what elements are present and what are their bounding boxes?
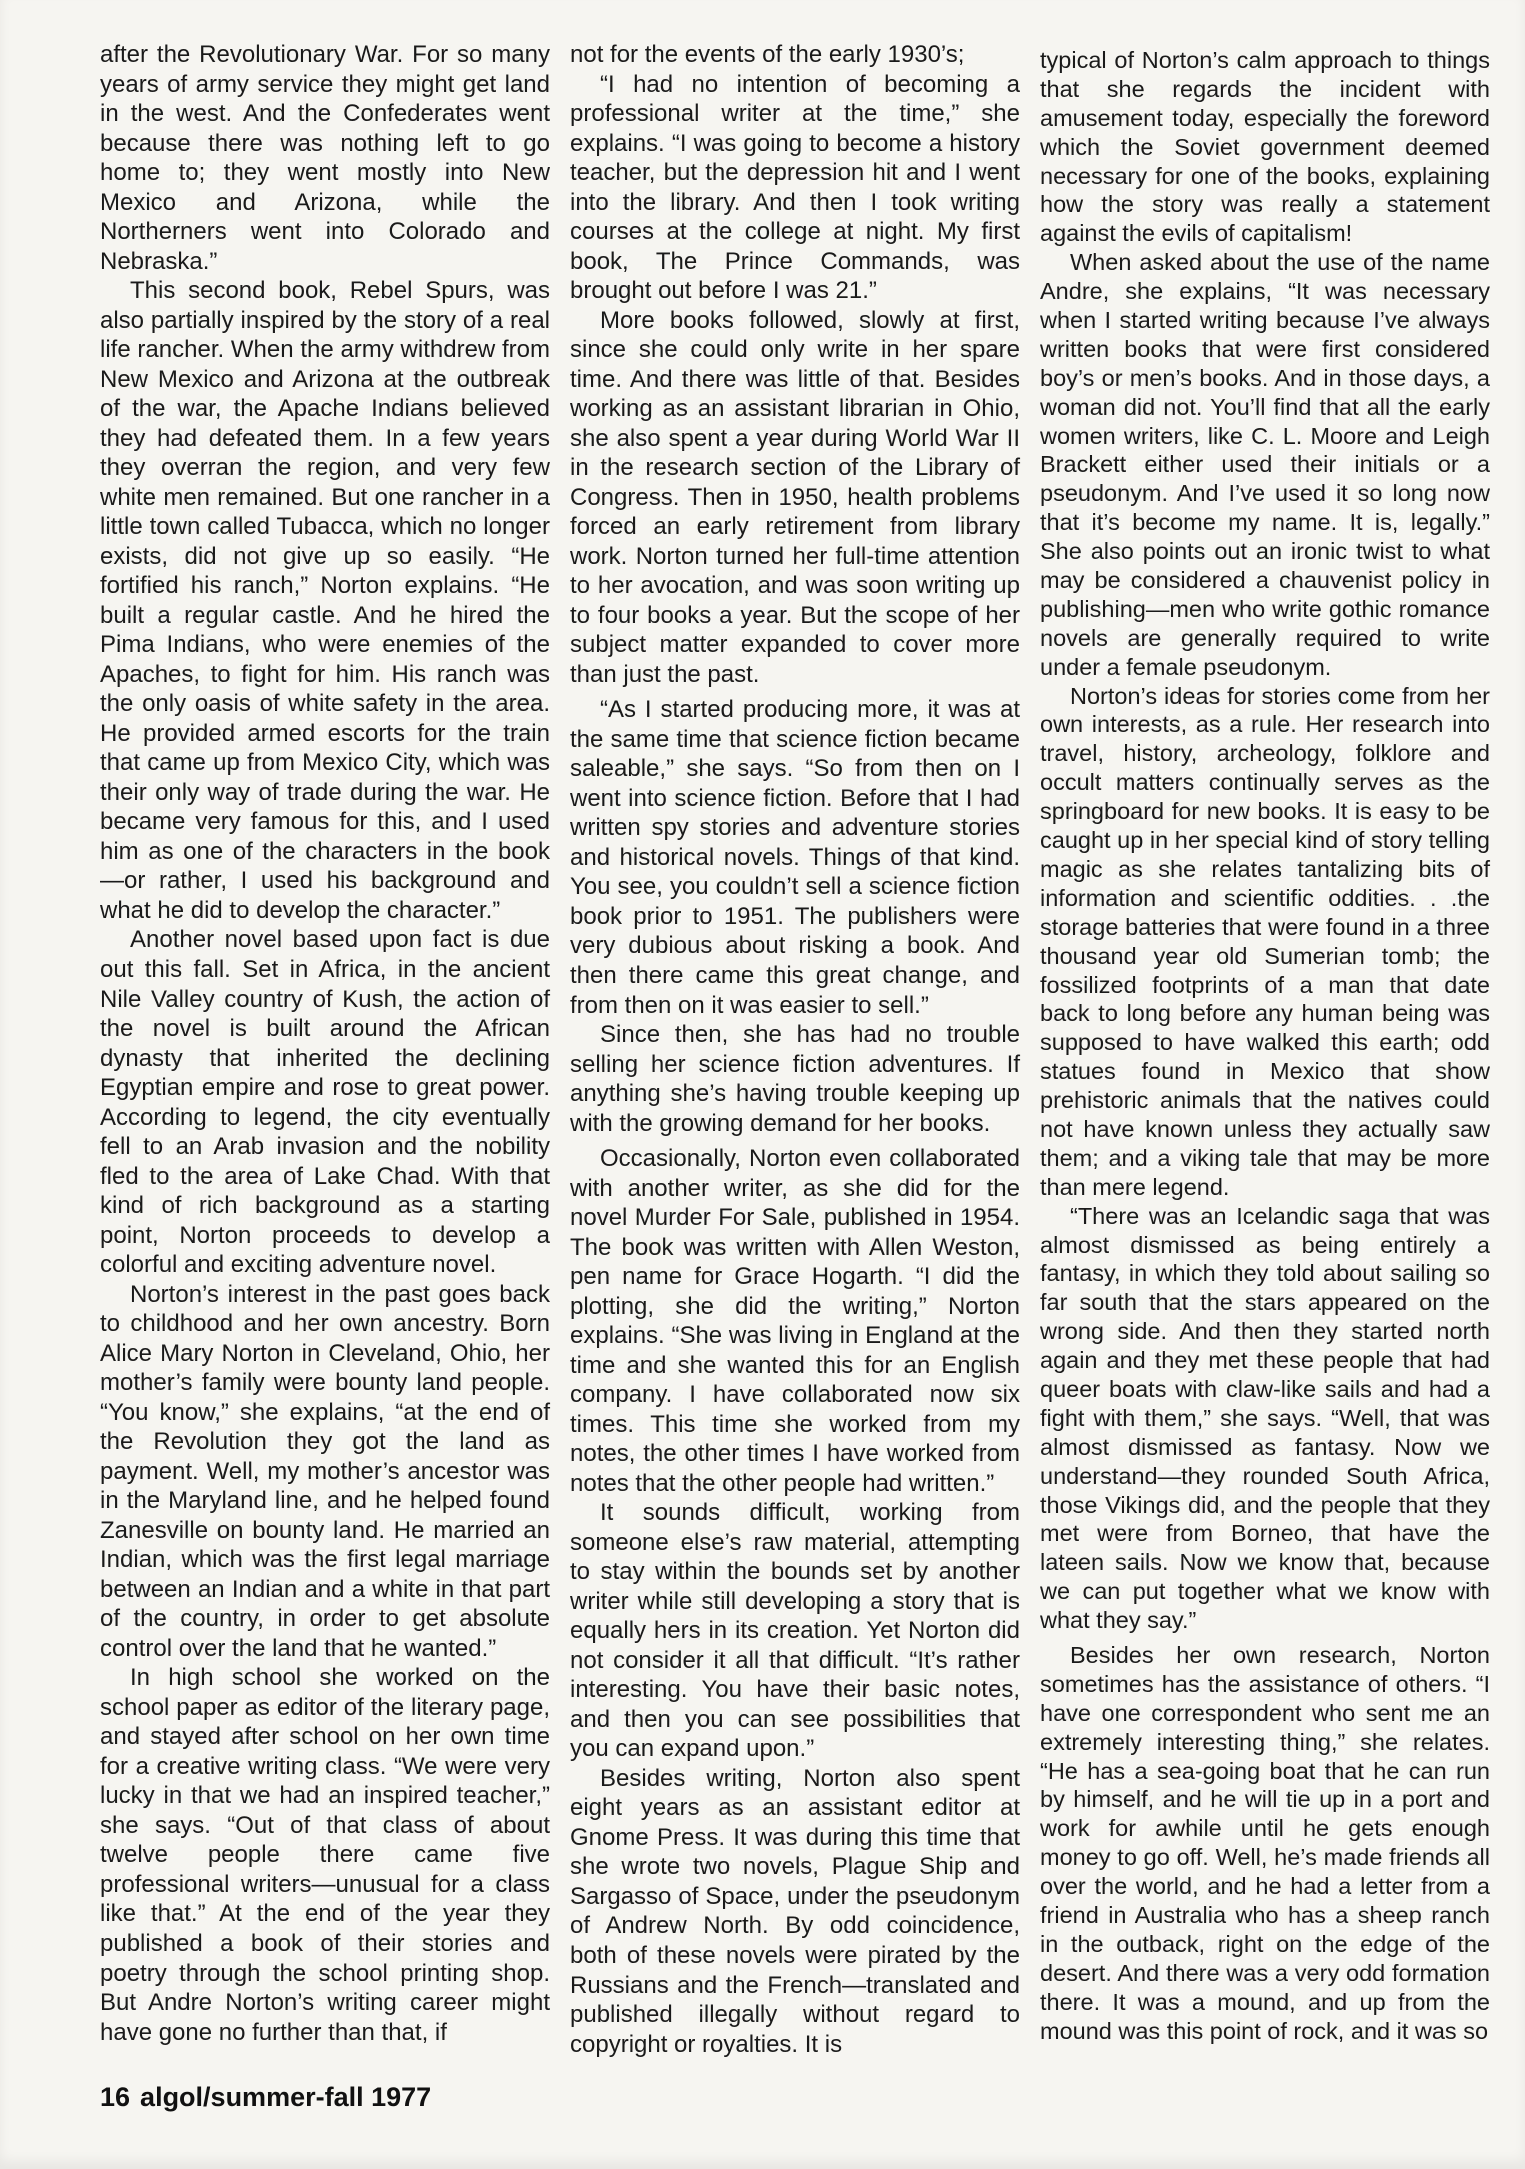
body-paragraph: Norton’s ideas for stories come from her own interests, as a rule. Her research into travel, history, archeology, folklore and occult matters continually serves as the springboard for new books. It is easy to be caught up in her special kind of story telling magic as she relates tantalizing bits of information and scientific oddities. . .the storage batteries that were found in a three thousand year old Sumerian tomb; the fossilized footprints of a man that date back to long before any human being was supposed to have walked this earth; odd statues found in Mexico that show prehistoric animals that the natives could not have known unless they actually saw them; and a viking tale that may be more than mere legend. [1040,682,1490,1200]
publication-info: algol/summer-fall 1977 [140,2082,432,2112]
body-paragraph: “I had no intention of becoming a professional writer at the time,” she explains. “I was going to become a history teacher, but the depression hit and I went into the library. And then I took writing courses at the college at night. My first book, The Prince Commands, was brought out before I was 21.” [570,70,1020,305]
body-paragraph: after the Revolutionary War. For so many years of army service they might get land in the west. And the Confederates went because there was nothing left to go home to; they went mostly into New Mexico and Arizona, while the Northerners went into Colorado and Nebraska.” [100,41,550,275]
body-paragraph: In high school she worked on the school paper as editor of the literary page, and stayed after school on her own time for a creative writing class. “We were very lucky in that we had an inspired teacher,” she says. “Out of that class of about twelve people there came five professional writers—unusual for a class like that.” At the end of the year they published a book of their stories and poetry through the school printing shop. But Andre Norton’s writing career might have gone no further than that, if [100,1664,550,2046]
body-paragraph: Besides her own research, Norton sometimes has the assistance of others. “I have one correspondent who sent me an extremely interesting thing,” she relates. “He has a sea-going boat that he can run by himself, and he will tie up in a port and work for awhile until he gets enough money to go off. Well, he’s made friends all over the world, and he had a letter from a friend in Australia who has a sheep ranch in the outback, right on the edge of the desert. And there was a very odd formation there. It was a mound, and up from the mound was this point of rock, and it was so [1040,1641,1490,2044]
body-paragraph: Occasionally, Norton even collaborated with another writer, as she did for the novel Murder For Sale, published in 1954. The book was written with Allen Weston, pen name for Grace Hogarth. “I did the plotting, she did the writing,” Norton explains. “She was living in England at the time and she wanted this for an English company. I have collaborated now six times. This time she worked from my notes, the other times I have worked from notes that the other people had written.” [570,1145,1020,1497]
body-paragraph: Besides writing, Norton also spent eight years as an assistant editor at Gnome Press. It was during this time that she wrote two novels, Plague Ship and Sargasso of Space, under the pseudonym of Andrew North. By odd coincidence, both of these novels were pirated by the Russians and the French—translated and published illegally without regard to copyright or royalties. It is [570,1764,1020,2058]
body-paragraph: typical of Norton’s calm approach to things that she regards the incident with amusement today, especially the foreword which the Soviet government deemed necessary for one of the books, explaining how the story was really a statement against the evils of capitalism! [1040,47,1490,247]
body-paragraph: “There was an Icelandic saga that was almost dismissed as being entirely a fantasy, in which they told about sailing so far south that the stars appeared on the wrong side. And then they started north again and they met these people that had queer boats with claw-like sails and had a fight with them,” she says. “Well, that was almost dismissed as fantasy. Now we understand—they rounded South Africa, those Vikings did, and the people that they met were from Borneo, that have the lateen sails. Now we know that, because we can put together what we know with what they say.” [1040,1202,1490,1634]
page-footer [100,2082,431,2113]
body-paragraph: When asked about the use of the name Andre, she explains, “It was necessary when I started writing because I’ve always written books that were first considered boy’s or men’s books. And in those days, a woman did not. You’ll find that all the early women writers, like C. L. Moore and Leigh Brackett either used their initials or a pseudonym. And I’ve used it so long now that it’s become my name. It is, legally.” She also points out an ironic twist to what may be considered a chauvenist policy in publishing—men who write gothic romance novels are generally required to write under a female pseudonym. [1040,249,1490,680]
body-paragraph: Another novel based upon fact is due out this fall. Set in Africa, in the ancient Nile Valley country of Kush, the action of the novel is built around the African dynasty that inherited the declining Egyptian empire and rose to great power. According to legend, the city eventually fell to an Arab invasion and the nobility fled to the area of Lake Chad. With that kind of rich background as a starting point, Norton proceeds to develop a colorful and exciting adventure novel. [100,926,550,1279]
text-column-1 [100,40,550,2047]
text-column-2 [570,40,1020,2059]
body-paragraph: This second book, Rebel Spurs, was also partially inspired by the story of a real life rancher. When the army withdrew from New Mexico and Arizona at the outbreak of the war, the Apache Indians believed they had defeated them. In a few years they overran the region, and very few white men remained. But one rancher in a little town called Tubacca, which no longer exists, did not give up so easily. “He fortified his ranch,” Norton explains. “He built a regular castle. And he hired the Pima Indians, who were enemies of the Apaches, to fight for him. His ranch was the only oasis of white safety in the area. He provided armed escorts for the train that came up from Mexico City, which was their only way of trade during the war. He became very famous for this, and I used him as one of the characters in the book—or rather, I used his background and what he did to develop the character.” [100,277,550,924]
text-column-3 [1040,40,1490,2045]
body-paragraph: not for the events of the early 1930’s; [570,41,965,68]
body-paragraph: Since then, she has had no trouble selling her science fiction adventures. If anything she’s having trouble keeping up with the growing demand for her books. [570,1021,1020,1137]
body-paragraph: It sounds difficult, working from someone else’s raw material, attempting to stay within the bounds set by another writer while still developing a story that is equally hers in its creation. Yet Norton did not consider it all that difficult. “It’s rather interesting. You have their basic notes, and then you can see possibilities that you can expand upon.” [570,1499,1020,1763]
body-paragraph: More books followed, slowly at first, since she could only write in her spare time. And there was little of that. Besides working as an assistant librarian in Ohio, she also spent a year during World War II in the research section of the Library of Congress. Then in 1950, health problems forced an early retirement from library work. Norton turned her full-time attention to her avocation, and was soon writing up to four books a year. But the scope of her subject matter expanded to cover more than just the past. [570,306,1020,688]
body-paragraph: Norton’s interest in the past goes back to childhood and her own ancestry. Born Alice Mary Norton in Cleveland, Ohio, her mother’s family were bounty land people. “You know,” she explains, “at the end of the Revolution they got the land as payment. Well, my mother’s ancestor was in the Maryland line, and he helped found Zanesville on bounty land. He married an Indian, which was the first legal marriage between an Indian and a white in that part of the country, in order to get absolute control over the land that he wanted.” [100,1280,550,1662]
body-paragraph: “As I started producing more, it was at the same time that science fiction became saleable,” she says. “So from then on I went into science fiction. Before that I had written spy stories and adventure stories and historical novels. Things of that kind. You see, you couldn’t sell a science fiction book prior to 1951. The publishers were very dubious about risking a book. And then there came this great change, and from then on it was easier to sell.” [570,696,1020,1019]
page-number: 16 [100,2082,131,2112]
